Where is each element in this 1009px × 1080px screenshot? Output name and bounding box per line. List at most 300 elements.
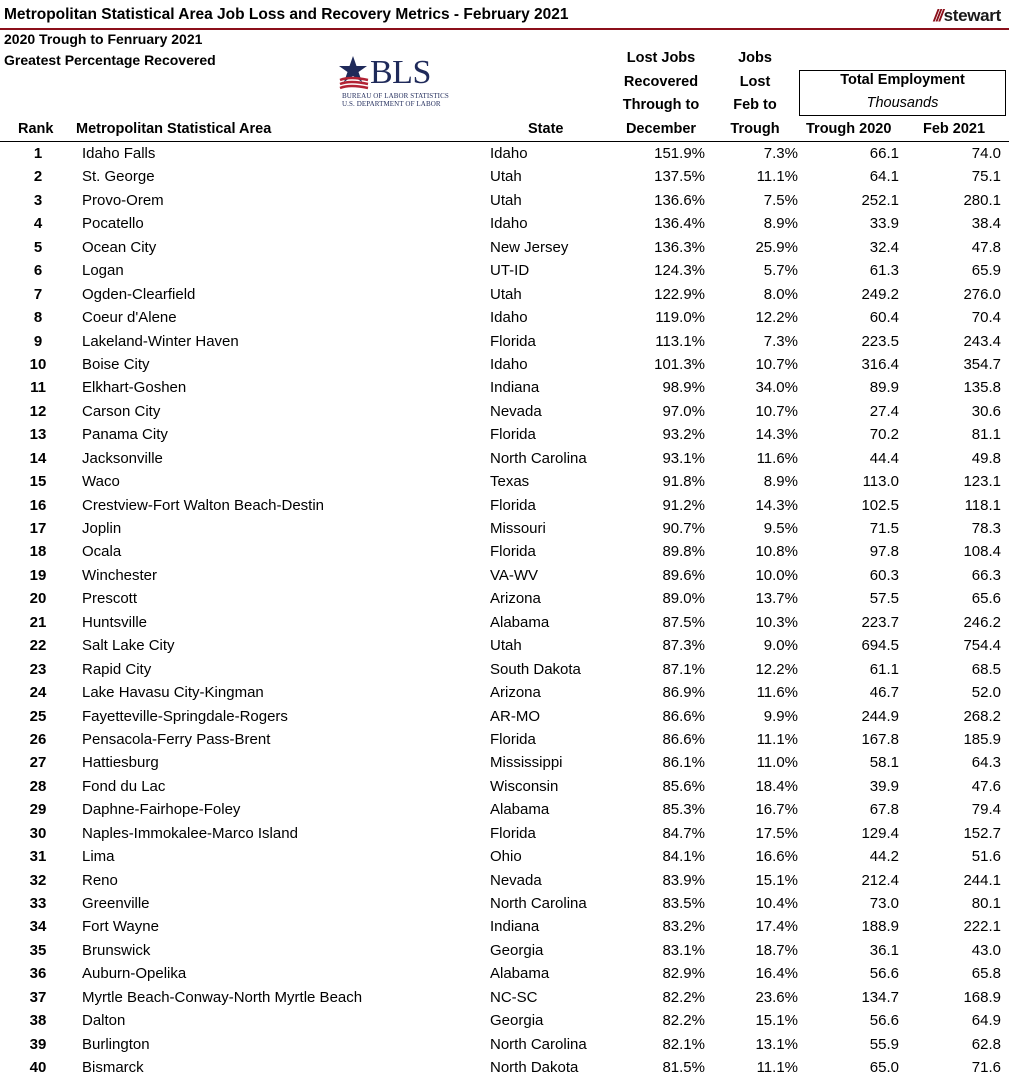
table-row [0, 494, 1009, 517]
cell-trough-2020: 27.4 [869, 402, 899, 420]
subtitle-period: 2020 Trough to Fenruary 2021 [4, 31, 203, 47]
cell-trough-2020: 71.5 [869, 520, 899, 537]
cell-feb-2021: 75.1 [971, 168, 1001, 186]
cell-state: North Carolina [490, 895, 587, 912]
cell-rank: 40 [29, 1059, 47, 1077]
cell-feb-2021: 246.2 [963, 613, 1001, 631]
cell-msa: Dalton [82, 1012, 126, 1030]
bls-subtitle-department: U.S. DEPARTMENT OF LABOR [342, 100, 441, 108]
cell-lost: 17.4% [755, 918, 798, 936]
cell-rank: 5 [33, 238, 43, 256]
cell-recovered: 85.6% [662, 777, 705, 795]
cell-rank: 9 [33, 332, 43, 350]
cell-rank: 38 [29, 1012, 47, 1030]
cell-rank: 33 [29, 895, 47, 912]
cell-feb-2021: 268.2 [963, 707, 1001, 725]
table-row [0, 189, 1009, 212]
cell-state: UT-ID [490, 262, 530, 280]
table-row [0, 822, 1009, 845]
cell-lost: 15.1% [755, 1012, 798, 1030]
cell-lost: 11.0% [756, 754, 798, 772]
cell-state: North Dakota [490, 1059, 579, 1077]
column-header-lost-line1: Jobs [738, 50, 772, 66]
cell-trough-2020: 129.4 [861, 824, 899, 842]
cell-trough-2020: 60.3 [869, 566, 899, 584]
cell-rank: 34 [29, 918, 47, 936]
table-row [0, 306, 1009, 329]
cell-trough-2020: 102.5 [861, 496, 899, 514]
table-row [0, 330, 1009, 353]
column-header-lost-line2: Lost [739, 73, 771, 90]
stewart-logo [933, 6, 1001, 26]
cell-lost: 23.6% [755, 988, 798, 1006]
cell-trough-2020: 65.0 [869, 1059, 899, 1077]
table-row [0, 587, 1009, 610]
cell-state: South Dakota [490, 660, 581, 678]
cell-msa: Ocean City [82, 238, 157, 256]
cell-msa: Winchester [82, 566, 158, 584]
cell-msa: Pocatello [82, 215, 144, 233]
cell-recovered: 136.4% [654, 215, 705, 233]
cell-feb-2021: 222.1 [963, 918, 1001, 936]
cell-state: Idaho [490, 355, 528, 373]
cell-trough-2020: 66.1 [869, 145, 899, 162]
stewart-slashes-icon: /// [933, 6, 942, 25]
cell-rank: 19 [29, 566, 47, 584]
cell-feb-2021: 78.3 [971, 520, 1001, 537]
table-row [0, 681, 1009, 704]
cell-recovered: 82.9% [662, 965, 705, 983]
cell-feb-2021: 71.6 [971, 1059, 1001, 1077]
page-title: Metropolitan Statistical Area Job Loss and Recovery Metrics - February 2021 [4, 6, 569, 23]
cell-trough-2020: 73.0 [869, 895, 899, 912]
cell-msa: Idaho Falls [82, 145, 156, 162]
table-row [0, 259, 1009, 282]
cell-recovered: 91.2% [662, 496, 705, 514]
table-row [0, 939, 1009, 962]
cell-trough-2020: 36.1 [869, 941, 899, 959]
cell-lost: 34.0% [755, 379, 798, 397]
column-header-recovered-line3: Through to [622, 97, 700, 113]
cell-rank: 20 [29, 590, 47, 608]
cell-lost: 11.6% [756, 684, 798, 702]
cell-lost: 11.1% [756, 1059, 798, 1077]
cell-lost: 18.4% [755, 777, 798, 795]
header-divider [0, 28, 1009, 30]
table-row [0, 517, 1009, 540]
cell-lost: 17.5% [755, 824, 798, 842]
cell-state: VA-WV [490, 566, 539, 584]
cell-lost: 9.9% [763, 707, 798, 725]
cell-recovered: 86.1% [662, 754, 705, 772]
cell-feb-2021: 70.4 [971, 309, 1001, 327]
cell-rank: 24 [29, 684, 47, 702]
table-row [0, 400, 1009, 423]
cell-state: Idaho [490, 215, 528, 233]
cell-trough-2020: 249.2 [861, 285, 899, 303]
bls-logo [336, 54, 449, 109]
table-row [0, 775, 1009, 798]
cell-msa: Daphne-Fairhope-Foley [82, 801, 241, 819]
cell-state: Florida [490, 426, 536, 444]
cell-lost: 18.7% [755, 941, 798, 959]
table-row [0, 634, 1009, 657]
cell-recovered: 124.3% [654, 262, 705, 280]
total-employment-header-box [799, 70, 1006, 116]
cell-state: NC-SC [490, 988, 538, 1006]
cell-recovered: 82.2% [662, 1012, 705, 1030]
cell-feb-2021: 52.0 [971, 684, 1001, 702]
cell-feb-2021: 43.0 [971, 941, 1001, 959]
cell-state: Utah [490, 191, 522, 209]
cell-recovered: 81.5% [662, 1059, 705, 1077]
cell-msa: Coeur d'Alene [82, 309, 177, 327]
cell-msa: Burlington [82, 1035, 150, 1053]
table-row [0, 165, 1009, 188]
cell-rank: 7 [33, 285, 43, 303]
cell-trough-2020: 134.7 [861, 988, 899, 1006]
cell-recovered: 136.3% [654, 238, 705, 256]
cell-lost: 10.0% [755, 566, 798, 584]
table-row [0, 798, 1009, 821]
cell-state: Florida [490, 824, 536, 842]
table-row [0, 705, 1009, 728]
cell-msa: Waco [82, 473, 120, 491]
cell-msa: Provo-Orem [82, 191, 164, 209]
cell-rank: 26 [29, 730, 47, 748]
cell-recovered: 87.3% [662, 637, 705, 655]
cell-feb-2021: 66.3 [971, 566, 1001, 584]
cell-trough-2020: 212.4 [861, 871, 899, 889]
table-row [0, 423, 1009, 446]
cell-msa: Pensacola-Ferry Pass-Brent [82, 730, 271, 748]
cell-msa: Carson City [82, 402, 161, 420]
cell-trough-2020: 56.6 [869, 1012, 899, 1030]
subtitle-ranking: Greatest Percentage Recovered [4, 52, 216, 68]
cell-state: Utah [490, 285, 522, 303]
cell-lost: 15.1% [755, 871, 798, 889]
cell-state: Alabama [490, 801, 550, 819]
cell-msa: Greenville [82, 895, 150, 912]
cell-feb-2021: 354.7 [963, 355, 1001, 373]
cell-state: Indiana [490, 918, 540, 936]
cell-trough-2020: 61.3 [869, 262, 899, 280]
cell-feb-2021: 185.9 [963, 730, 1001, 748]
table-row [0, 236, 1009, 259]
stewart-wordmark: stewart [943, 6, 1001, 25]
cell-recovered: 87.1% [662, 660, 705, 678]
cell-recovered: 136.6% [654, 191, 705, 209]
cell-trough-2020: 46.7 [869, 684, 899, 702]
cell-recovered: 91.8% [662, 473, 705, 491]
cell-recovered: 83.9% [662, 871, 705, 889]
cell-recovered: 82.1% [662, 1035, 705, 1053]
table-row [0, 564, 1009, 587]
cell-recovered: 97.0% [662, 402, 705, 420]
cell-msa: Bismarck [82, 1059, 144, 1077]
cell-msa: Salt Lake City [82, 637, 175, 655]
cell-lost: 11.1% [756, 730, 798, 748]
column-header-recovered [608, 47, 714, 141]
cell-lost: 13.7% [755, 590, 798, 608]
cell-lost: 7.3% [763, 332, 798, 350]
table-row [0, 447, 1009, 470]
cell-state: Florida [490, 496, 536, 514]
column-header-lost [720, 47, 790, 141]
cell-recovered: 93.1% [662, 449, 705, 467]
cell-msa: Boise City [82, 355, 150, 373]
cell-msa: Jacksonville [82, 449, 163, 467]
cell-rank: 39 [29, 1035, 47, 1053]
cell-rank: 12 [29, 402, 47, 420]
cell-state: North Carolina [490, 449, 587, 467]
cell-trough-2020: 39.9 [869, 777, 899, 795]
cell-trough-2020: 56.6 [869, 965, 899, 983]
cell-rank: 1 [33, 145, 43, 162]
cell-feb-2021: 81.1 [971, 426, 1001, 444]
cell-trough-2020: 70.2 [869, 426, 899, 444]
cell-state: Missouri [490, 520, 546, 537]
cell-msa: Lima [82, 848, 115, 866]
cell-state: Mississippi [490, 754, 563, 772]
table-row [0, 751, 1009, 774]
cell-lost: 14.3% [755, 496, 798, 514]
cell-lost: 8.9% [763, 473, 798, 491]
cell-feb-2021: 51.6 [971, 848, 1001, 866]
cell-feb-2021: 47.8 [971, 238, 1001, 256]
cell-trough-2020: 55.9 [869, 1035, 899, 1053]
table-body [0, 142, 1009, 1080]
cell-state: North Carolina [490, 1035, 587, 1053]
cell-trough-2020: 33.9 [869, 215, 899, 233]
cell-lost: 8.0% [763, 285, 798, 303]
cell-msa: Fort Wayne [82, 918, 159, 936]
cell-feb-2021: 754.4 [963, 637, 1001, 655]
cell-recovered: 119.0% [655, 309, 705, 327]
cell-recovered: 89.8% [662, 543, 705, 561]
cell-state: AR-MO [490, 707, 540, 725]
cell-rank: 13 [29, 426, 47, 444]
column-header-lost-line4: Trough [730, 120, 780, 137]
cell-msa: Lake Havasu City-Kingman [82, 684, 264, 702]
table-row [0, 892, 1009, 915]
cell-feb-2021: 64.3 [971, 754, 1001, 772]
table-row [0, 915, 1009, 938]
cell-state: Nevada [490, 871, 542, 889]
table-row [0, 283, 1009, 306]
cell-recovered: 86.6% [662, 707, 705, 725]
cell-rank: 4 [33, 215, 43, 233]
cell-feb-2021: 168.9 [963, 988, 1001, 1006]
cell-trough-2020: 44.2 [869, 848, 899, 866]
cell-msa: Panama City [82, 426, 168, 444]
table-row [0, 845, 1009, 868]
cell-trough-2020: 97.8 [869, 543, 899, 561]
cell-feb-2021: 49.8 [971, 449, 1001, 467]
cell-lost: 11.6% [756, 449, 798, 467]
cell-recovered: 84.7% [662, 824, 705, 842]
cell-rank: 2 [33, 168, 43, 186]
cell-feb-2021: 30.6 [971, 402, 1001, 420]
cell-recovered: 86.6% [662, 730, 705, 748]
cell-rank: 25 [29, 707, 47, 725]
cell-rank: 8 [33, 309, 43, 327]
cell-rank: 36 [29, 965, 47, 983]
cell-msa: Reno [82, 871, 118, 889]
cell-feb-2021: 80.1 [971, 895, 1001, 912]
cell-feb-2021: 38.4 [971, 215, 1001, 233]
cell-recovered: 89.6% [662, 566, 705, 584]
cell-rank: 29 [29, 801, 47, 819]
cell-state: Indiana [490, 379, 540, 397]
cell-lost: 11.1% [756, 168, 798, 186]
cell-lost: 9.5% [763, 520, 798, 537]
cell-msa: Joplin [82, 520, 122, 537]
cell-recovered: 122.9% [654, 285, 705, 303]
bls-wordmark: BLS [370, 54, 431, 91]
cell-state: Arizona [490, 684, 541, 702]
column-header-lost-line3: Feb to [733, 97, 777, 113]
column-header-recovered-line1: Lost Jobs [626, 50, 696, 66]
cell-msa: Ocala [82, 543, 122, 561]
cell-msa: Logan [82, 262, 124, 280]
cell-msa: Auburn-Opelika [82, 965, 187, 983]
cell-trough-2020: 694.5 [861, 637, 899, 655]
cell-feb-2021: 79.4 [971, 801, 1001, 819]
cell-state: Texas [490, 473, 530, 491]
column-header-rank: Rank [18, 121, 54, 137]
cell-trough-2020: 32.4 [869, 238, 899, 256]
column-header-recovered-line4: December [625, 120, 697, 137]
cell-rank: 6 [33, 262, 43, 280]
cell-recovered: 83.5% [662, 895, 705, 912]
cell-trough-2020: 89.9 [869, 379, 899, 397]
cell-rank: 23 [29, 660, 47, 678]
table-row [0, 611, 1009, 634]
cell-state: Utah [490, 637, 522, 655]
cell-state: Ohio [490, 848, 522, 866]
table-row [0, 986, 1009, 1009]
cell-trough-2020: 316.4 [861, 355, 899, 373]
cell-state: Florida [490, 543, 536, 561]
cell-trough-2020: 57.5 [869, 590, 899, 608]
cell-rank: 15 [29, 473, 47, 491]
table-row [0, 658, 1009, 681]
cell-msa: Fond du Lac [82, 777, 166, 795]
cell-lost: 7.5% [763, 191, 798, 209]
cell-feb-2021: 123.1 [963, 473, 1001, 491]
cell-state: New Jersey [490, 238, 569, 256]
table-row [0, 353, 1009, 376]
cell-msa: St. George [82, 168, 155, 186]
cell-feb-2021: 65.9 [971, 262, 1001, 280]
table-row [0, 1056, 1009, 1079]
cell-trough-2020: 167.8 [861, 730, 899, 748]
cell-recovered: 137.5% [654, 168, 705, 186]
cell-trough-2020: 60.4 [869, 309, 899, 327]
cell-lost: 14.3% [755, 426, 798, 444]
cell-feb-2021: 62.8 [971, 1035, 1001, 1053]
cell-trough-2020: 223.5 [861, 332, 899, 350]
cell-lost: 10.7% [755, 402, 798, 420]
cell-rank: 11 [30, 379, 46, 397]
cell-rank: 17 [29, 520, 47, 537]
cell-recovered: 87.5% [662, 613, 705, 631]
cell-feb-2021: 118.1 [964, 496, 1001, 514]
cell-lost: 16.4% [755, 965, 798, 983]
cell-msa: Prescott [82, 590, 138, 608]
column-header-state: State [528, 121, 564, 137]
cell-msa: Lakeland-Winter Haven [82, 332, 239, 350]
cell-recovered: 93.2% [662, 426, 705, 444]
cell-msa: Elkhart-Goshen [82, 379, 187, 397]
cell-recovered: 113.1% [655, 332, 705, 350]
table-row [0, 376, 1009, 399]
cell-rank: 28 [29, 777, 47, 795]
cell-feb-2021: 74.0 [971, 145, 1001, 162]
cell-state: Utah [490, 168, 522, 186]
bls-star-flag-icon [336, 54, 372, 92]
cell-recovered: 83.1% [662, 941, 705, 959]
cell-rank: 14 [29, 449, 47, 467]
total-employment-units: Thousands [866, 95, 939, 111]
cell-lost: 16.7% [755, 801, 798, 819]
cell-state: Idaho [490, 145, 528, 162]
cell-trough-2020: 244.9 [861, 707, 899, 725]
cell-msa: Huntsville [82, 613, 148, 631]
cell-rank: 32 [29, 871, 47, 889]
table-row [0, 1009, 1009, 1032]
cell-rank: 18 [29, 543, 47, 561]
cell-rank: 31 [29, 848, 47, 866]
cell-rank: 22 [29, 637, 47, 655]
cell-recovered: 83.2% [662, 918, 705, 936]
cell-feb-2021: 276.0 [963, 285, 1001, 303]
cell-rank: 37 [29, 988, 47, 1006]
table-row [0, 1033, 1009, 1056]
cell-msa: Brunswick [82, 941, 151, 959]
cell-msa: Rapid City [82, 660, 152, 678]
bls-subtitle-bureau: BUREAU OF LABOR STATISTICS [342, 92, 449, 100]
column-header-recovered-line2: Recovered [623, 73, 699, 90]
cell-state: Alabama [490, 965, 550, 983]
cell-feb-2021: 108.4 [963, 543, 1001, 561]
cell-rank: 35 [29, 941, 47, 959]
cell-trough-2020: 188.9 [861, 918, 899, 936]
cell-recovered: 90.7% [662, 520, 705, 537]
cell-state: Wisconsin [490, 777, 559, 795]
cell-feb-2021: 68.5 [971, 660, 1001, 678]
cell-lost: 7.3% [763, 145, 798, 162]
cell-state: Florida [490, 730, 536, 748]
cell-lost: 12.2% [755, 660, 798, 678]
cell-feb-2021: 244.1 [963, 871, 1001, 889]
cell-trough-2020: 67.8 [869, 801, 899, 819]
cell-trough-2020: 58.1 [869, 754, 899, 772]
cell-trough-2020: 223.7 [861, 613, 899, 631]
cell-lost: 8.9% [763, 215, 798, 233]
cell-feb-2021: 135.8 [963, 379, 1001, 397]
cell-rank: 30 [29, 824, 47, 842]
cell-trough-2020: 252.1 [861, 191, 899, 209]
cell-feb-2021: 47.6 [971, 777, 1001, 795]
cell-msa: Fayetteville-Springdale-Rogers [82, 707, 288, 725]
cell-state: Idaho [490, 309, 528, 327]
cell-state: Arizona [490, 590, 541, 608]
cell-recovered: 86.9% [662, 684, 705, 702]
cell-recovered: 101.3% [654, 355, 705, 373]
table-row [0, 540, 1009, 563]
